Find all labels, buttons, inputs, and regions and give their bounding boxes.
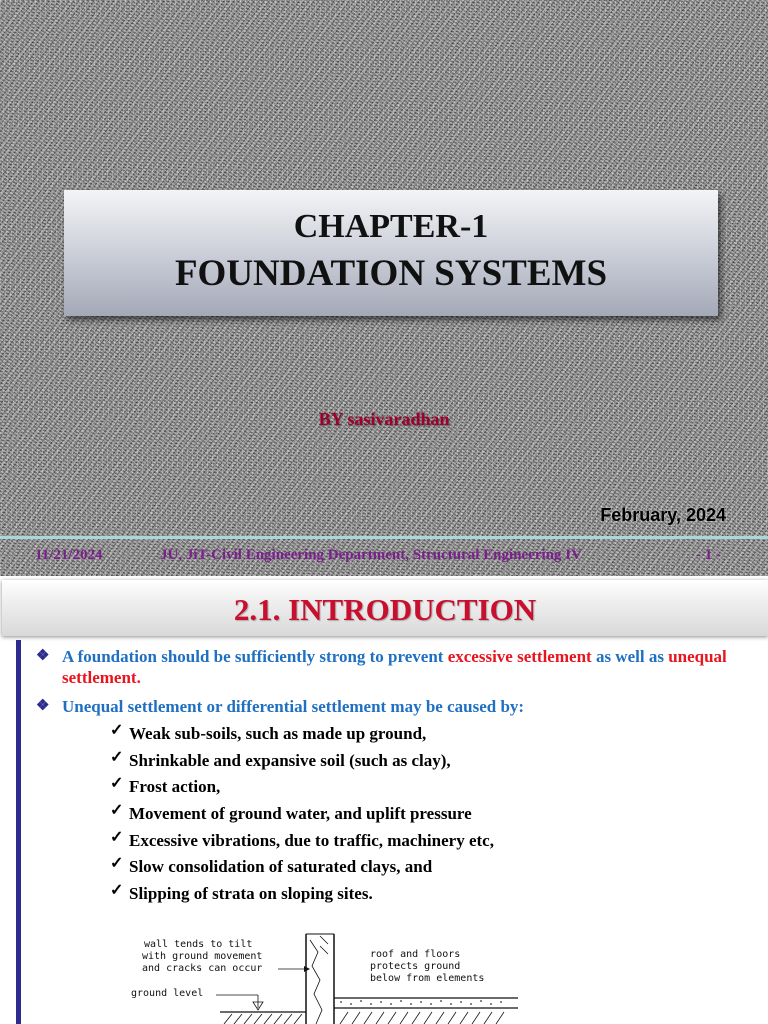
list-item: ✓ Frost action, xyxy=(110,775,221,797)
footer-divider xyxy=(0,536,768,539)
bullet-foundation-strength xyxy=(36,646,748,688)
presentation-date: February, 2024 xyxy=(600,505,726,525)
sketch-label-wall: and cracks can occur xyxy=(142,963,263,974)
title-box xyxy=(64,190,718,316)
footer-page-number: - 1 - xyxy=(696,547,721,563)
checkmark-icon: ✓ xyxy=(110,828,124,846)
bullet-text: Unequal settlement or differential settlement may be caused by: xyxy=(62,697,525,716)
sketch-label-ground: ground level xyxy=(131,988,204,999)
sketch-label-roof: protects ground xyxy=(370,961,461,972)
footer-date: 11/21/2024 xyxy=(35,547,103,563)
highlight-excessive-settlement: excessive settlement xyxy=(447,647,592,666)
foundation-drawing xyxy=(128,932,528,1024)
list-item: ✓ Weak sub-soils, such as made up ground, xyxy=(110,722,427,743)
list-item: ✓ Slow consolidation of saturated clays, and xyxy=(110,855,433,877)
list-item: ✓ Shrinkable and expansive soil (such as clay), xyxy=(110,748,451,770)
causes-list xyxy=(110,722,710,909)
footer-department: JU, JiT-Civil Engineering Department, Structural Engineering IV xyxy=(160,547,582,563)
sketch-label-roof: roof and floors xyxy=(370,949,461,960)
author-line: BY sasivaradhan xyxy=(318,409,450,429)
checkmark-icon: ✓ xyxy=(110,748,124,766)
foundation-sketch xyxy=(128,932,528,1024)
checkmark-icon: ✓ xyxy=(110,882,124,900)
bullet-causes-intro xyxy=(36,696,748,717)
section-heading: 2.1. INTRODUCTION xyxy=(233,592,537,627)
chapter-title: CHAPTER-1 xyxy=(293,208,489,245)
list-item: ✓ Slipping of strata on sloping sites. xyxy=(110,882,373,904)
heading-box xyxy=(2,580,768,636)
sketch-label-roof: below from elements xyxy=(370,973,485,984)
checkmark-icon: ✓ xyxy=(110,802,124,820)
checkmark-icon: ✓ xyxy=(110,722,124,739)
checkmark-icon: ✓ xyxy=(110,855,124,873)
diamond-bullet-icon: ❖ xyxy=(36,648,50,664)
slide-footer xyxy=(0,547,768,567)
left-accent-bar xyxy=(16,640,21,1024)
highlight-unequal-settlement: unequal settlement. xyxy=(62,647,727,687)
sketch-label-wall: with ground movement xyxy=(142,951,263,962)
sketch-label-wall: wall tends to tilt xyxy=(144,939,253,950)
list-item: ✓ Excessive vibrations, due to traffic, machinery etc, xyxy=(110,828,494,850)
checkmark-icon: ✓ xyxy=(110,775,124,793)
bullet-text: A foundation should be sufficiently strong to prevent excessive settlement as well as unequal settlement. xyxy=(62,647,727,687)
introduction-slide xyxy=(0,576,768,1024)
chapter-subtitle: FOUNDATION SYSTEMS xyxy=(174,253,608,294)
list-item: ✓ Movement of ground water, and uplift pressure xyxy=(110,802,472,824)
diamond-bullet-icon: ❖ xyxy=(36,698,50,714)
